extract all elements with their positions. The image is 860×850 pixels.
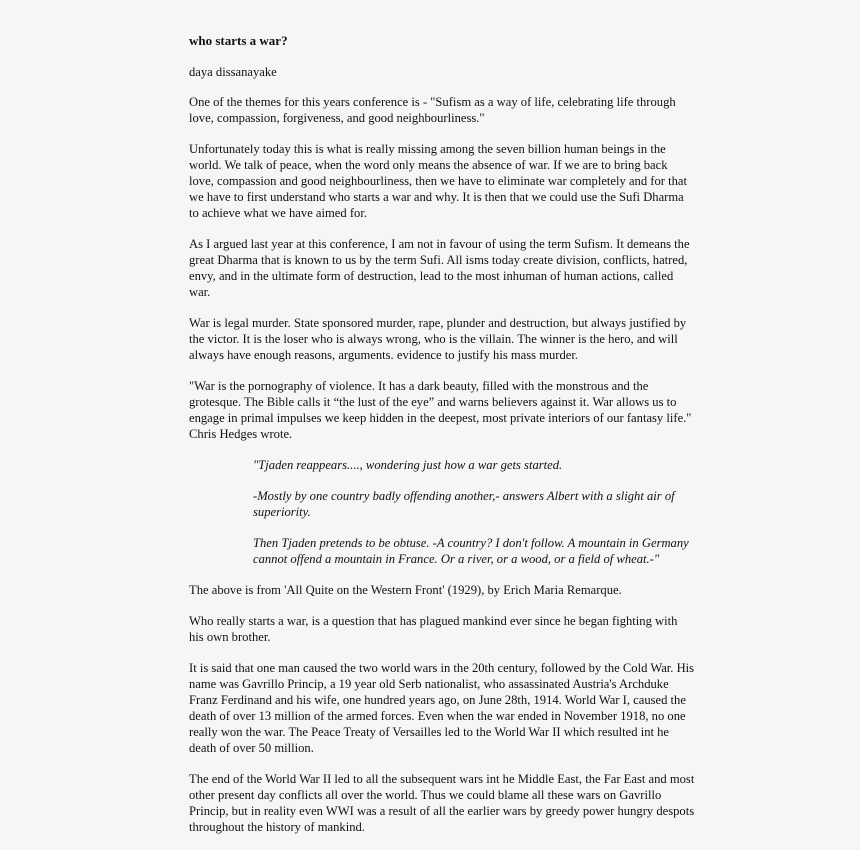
paragraph-line: always have enough reasons, arguments. evidence to justify his mass murder.: [189, 348, 579, 362]
paragraph-line: death of over 13 million of the armed forces. Even when the war ended in November 1918, no one: [189, 709, 686, 723]
paragraph: [189, 660, 695, 756]
paragraph-line: death of over 50 million.: [189, 741, 314, 755]
paragraph-line: "War is the pornography of violence. It has a dark beauty, filled with the monstrous and the: [189, 379, 649, 393]
paragraph-line: war.: [189, 285, 211, 299]
quote-paragraph: [189, 535, 689, 567]
document-page: [189, 33, 695, 850]
paragraph-line: engage in primal impulses we keep hidden in the deepest, most private interiors of our fantasy life.": [189, 411, 692, 425]
paragraph: [189, 613, 689, 645]
paragraph-line: One of the themes for this years conference is - "Sufism as a way of life, celebrating life through: [189, 95, 676, 109]
paragraph-line: Who really starts a war, is a question that has plagued mankind ever since he began fighting with: [189, 614, 678, 628]
body-paragraphs: [189, 94, 692, 442]
quote-paragraph-line: Then Tjaden pretends to be obtuse. -A country? I don't follow. A mountain in Germany: [253, 536, 689, 550]
paragraph: [189, 315, 689, 363]
paragraph-line: Franz Ferdinand and his wife, one hundred years ago, on June 28th, 1914. World War I, caused the: [189, 693, 686, 707]
paragraph: [189, 378, 692, 442]
document-author: daya dissanayake: [189, 65, 277, 79]
quote-paragraph-line: cannot offend a mountain in France. Or a river, or a wood, or a field of wheat.-": [253, 552, 660, 566]
paragraph: [189, 141, 689, 221]
quote-paragraph: [189, 457, 689, 473]
quote-paragraph-line: superiority.: [253, 505, 311, 519]
paragraph-line: envy, and in the ultimate form of destruction, lead to the most inhuman of human actions, called: [189, 269, 674, 283]
paragraph-line: Chris Hedges wrote.: [189, 427, 293, 441]
paragraph-line: The end of the World War II led to all the subsequent wars int he Middle East, the Far East and most: [189, 772, 695, 786]
paragraph-line: love, compassion and good neighbourliness, then we have to eliminate war completely and for that: [189, 174, 688, 188]
paragraph-line: his own brother.: [189, 630, 271, 644]
quotation-block: [189, 457, 689, 567]
paragraph-line: The above is from 'All Quite on the Western Front' (1929), by Erich Maria Remarque.: [189, 583, 622, 597]
paragraph-line: world. We talk of peace, when the word only means the absence of war. If we are to bring back: [189, 158, 668, 172]
paragraph-line: name was Gavrillo Princip, a 19 year old Serb nationalist, who assassinated Austria's Archduke: [189, 677, 669, 691]
quote-paragraph: [189, 488, 689, 520]
paragraph-line: really won the war. The Peace Treaty of Versailles led to the World War II which resulted int he: [189, 725, 670, 739]
paragraph-line: Princip, but in reality even WWI was a result of all the earlier wars by greedy power hungry despots: [189, 804, 695, 818]
paragraph: [189, 771, 695, 835]
quote-paragraph-line: "Tjaden reappears...., wondering just how a war gets started.: [253, 458, 563, 472]
paragraph-line: other present day conflicts all over the world. Thus we could blame all these wars on Gavrillo: [189, 788, 662, 802]
closing-paragraphs: [189, 582, 695, 835]
document-title: who starts a war?: [189, 33, 288, 48]
paragraph-line: As I argued last year at this conference, I am not in favour of using the term Sufism. It demeans the: [189, 237, 690, 251]
paragraph-line: great Dharma that is known to us by the term Sufi. All isms today create division, conflicts, hatred,: [189, 253, 688, 267]
paragraph-line: War is legal murder. State sponsored murder, rape, plunder and destruction, but always justified by: [189, 316, 687, 330]
paragraph-line: It is said that one man caused the two world wars in the 20th century, followed by the Cold War. His: [189, 661, 695, 675]
paragraph: [189, 94, 689, 126]
paragraph-line: love, compassion, forgiveness, and good neighbourliness.": [189, 111, 485, 125]
paragraph-line: to achieve what we have aimed for.: [189, 206, 367, 220]
paragraph-line: we have to first understand who starts a war and why. It is then that we could use the Sufi Dharma: [189, 190, 684, 204]
quote-paragraph-line: -Mostly by one country badly offending another,- answers Albert with a slight air of: [253, 489, 675, 503]
paragraph-line: the victor. It is the loser who is always wrong, who is the villain. The winner is the hero, and will: [189, 332, 678, 346]
paragraph-line: Unfortunately today this is what is really missing among the seven billion human beings in the: [189, 142, 666, 156]
paragraph-line: grotesque. The Bible calls it “the lust of the eye” and warns believers against it. War allows us to: [189, 395, 677, 409]
paragraph-line: throughout the history of mankind.: [189, 820, 365, 834]
paragraph: [189, 236, 689, 300]
paragraph: [189, 582, 689, 598]
